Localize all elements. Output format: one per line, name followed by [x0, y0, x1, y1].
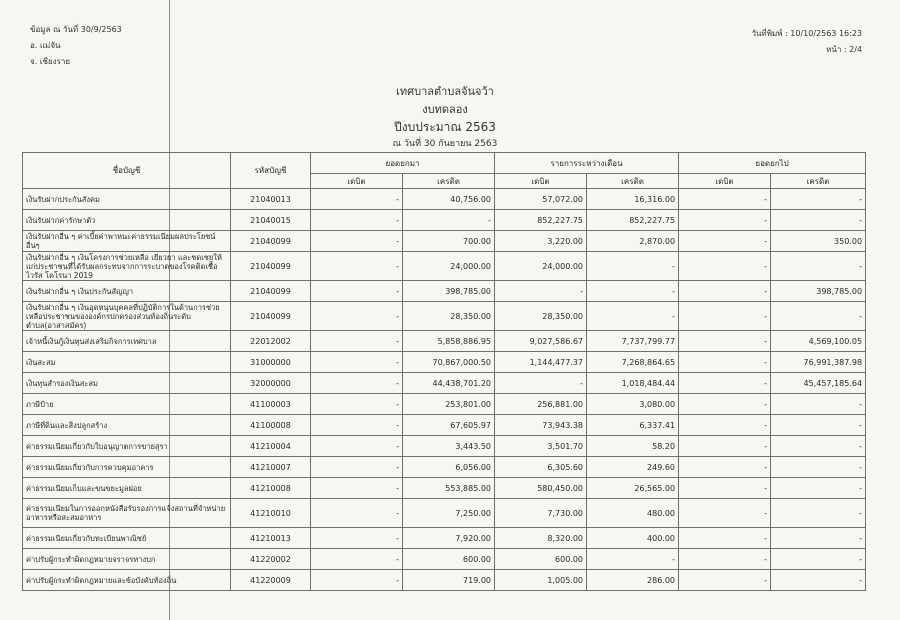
period-credit: 7,737,799.77: [587, 331, 679, 352]
opening-debit: -: [311, 189, 403, 210]
trial-balance-table: [22, 152, 866, 591]
col-period-credit: เครดิต: [587, 174, 679, 189]
col-closing-credit: เครดิต: [771, 174, 866, 189]
opening-credit: 398,785.00: [403, 281, 495, 302]
closing-debit: -: [679, 415, 771, 436]
period-debit: 8,320.00: [495, 528, 587, 549]
closing-debit: -: [679, 373, 771, 394]
table-row: [23, 281, 866, 302]
period-credit: 26,565.00: [587, 478, 679, 499]
account-name: เงินรับฝากค่ารักษาตัว: [23, 210, 231, 231]
period-credit: 6,337.41: [587, 415, 679, 436]
opening-debit: -: [311, 478, 403, 499]
closing-credit: -: [771, 189, 866, 210]
period-credit: -: [587, 549, 679, 570]
fiscal-year: ปีงบประมาณ 2563: [394, 120, 496, 134]
org-title: เทศบาลตำบลจันจว้า: [396, 85, 494, 98]
table-row: [23, 189, 866, 210]
page-number: หน้า : 2/4: [826, 45, 862, 54]
closing-credit: -: [771, 210, 866, 231]
closing-debit: -: [679, 189, 771, 210]
closing-debit: -: [679, 302, 771, 331]
report-title: งบทดลอง: [422, 103, 468, 116]
account-code: 41100008: [231, 415, 311, 436]
opening-debit: -: [311, 436, 403, 457]
opening-credit: 28,350.00: [403, 302, 495, 331]
opening-credit: 70,867,000.50: [403, 352, 495, 373]
col-period-debit: เดบิต: [495, 174, 587, 189]
table-row: [23, 331, 866, 352]
col-opening-debit: เดบิต: [311, 174, 403, 189]
opening-credit: 44,438,701.20: [403, 373, 495, 394]
account-name: ค่าธรรมเนียมเกี่ยวกับใบอนุญาตการขายสุรา: [23, 436, 231, 457]
account-code: 21040099: [231, 281, 311, 302]
account-name: ภาษีป้าย: [23, 394, 231, 415]
account-name: เจ้าหนี้เงินกู้เงินทุนส่งเสริมกิจการเทศบาล: [23, 331, 231, 352]
period-credit: 286.00: [587, 570, 679, 591]
account-name: เงินรับฝากอื่น ๆ ค่าเบี้ยค่าพาหนะค่าธรรมเนียมผลประโยชน์อื่นๆ: [23, 231, 231, 252]
opening-debit: -: [311, 210, 403, 231]
account-code: 41210013: [231, 528, 311, 549]
opening-credit: 5,858,886.95: [403, 331, 495, 352]
closing-credit: 350.00: [771, 231, 866, 252]
period-credit: 1,018,484.44: [587, 373, 679, 394]
period-credit: 400.00: [587, 528, 679, 549]
period-credit: 3,080.00: [587, 394, 679, 415]
period-debit: 600.00: [495, 549, 587, 570]
period-credit: -: [587, 281, 679, 302]
period-debit: -: [495, 373, 587, 394]
period-debit: 256,881.00: [495, 394, 587, 415]
account-name: ค่าธรรมเนียมเกี่ยวกับทะเบียนพาณิชย์: [23, 528, 231, 549]
district: อ. แม่จัน: [30, 41, 61, 50]
opening-credit: 253,801.00: [403, 394, 495, 415]
period-credit: 852,227.75: [587, 210, 679, 231]
data-date: ข้อมูล ณ วันที่ 30/9/2563: [30, 25, 122, 34]
opening-debit: -: [311, 281, 403, 302]
closing-credit: -: [771, 499, 866, 528]
period-debit: 24,000.00: [495, 252, 587, 281]
table-row: [23, 252, 866, 281]
opening-debit: -: [311, 373, 403, 394]
opening-debit: -: [311, 231, 403, 252]
closing-debit: -: [679, 478, 771, 499]
opening-debit: -: [311, 499, 403, 528]
closing-credit: 45,457,185.64: [771, 373, 866, 394]
closing-credit: -: [771, 252, 866, 281]
closing-credit: -: [771, 436, 866, 457]
col-closing-debit: เดบิต: [679, 174, 771, 189]
account-name: เงินสะสม: [23, 352, 231, 373]
closing-debit: -: [679, 528, 771, 549]
account-name: ค่าปรับผู้กระทำผิดกฎหมายจราจรทางบก: [23, 549, 231, 570]
account-name: ค่าปรับผู้กระทำผิดกฎหมายและข้อบังคับท้องถิ่น: [23, 570, 231, 591]
province: จ. เชียงราย: [30, 57, 71, 66]
account-name: เงินรับฝากอื่น ๆ เงินโครงการช่วยเหลือ เยียวยา และชดเชยให้แก่ประชาชนที่ได้รับผลกระทบจากการระบาดของโรคติดเชื้อไวรัส โคโรนา 2019: [23, 252, 231, 281]
opening-debit: -: [311, 302, 403, 331]
closing-debit: -: [679, 281, 771, 302]
period-debit: 580,450.00: [495, 478, 587, 499]
account-code: 21040099: [231, 231, 311, 252]
closing-debit: -: [679, 210, 771, 231]
closing-debit: -: [679, 331, 771, 352]
table-row: [23, 499, 866, 528]
account-code: 41210004: [231, 436, 311, 457]
closing-debit: -: [679, 394, 771, 415]
table-row: [23, 415, 866, 436]
opening-debit: -: [311, 549, 403, 570]
period-debit: 7,730.00: [495, 499, 587, 528]
account-name: ค่าธรรมเนียมเกี่ยวกับการควบคุมอาคาร: [23, 457, 231, 478]
table-row: [23, 394, 866, 415]
table-row: [23, 302, 866, 331]
table-row: [23, 457, 866, 478]
period-credit: 249.60: [587, 457, 679, 478]
closing-credit: -: [771, 528, 866, 549]
opening-credit: 67,605.97: [403, 415, 495, 436]
opening-debit: -: [311, 415, 403, 436]
table-row: [23, 549, 866, 570]
opening-credit: 553,885.00: [403, 478, 495, 499]
account-code: 21040099: [231, 302, 311, 331]
opening-credit: 719.00: [403, 570, 495, 591]
opening-credit: -: [403, 210, 495, 231]
col-opening-credit: เครดิต: [403, 174, 495, 189]
period-debit: 3,501.70: [495, 436, 587, 457]
col-code: รหัสบัญชี: [231, 153, 311, 189]
opening-debit: -: [311, 352, 403, 373]
period-debit: 852,227.75: [495, 210, 587, 231]
table-row: [23, 570, 866, 591]
period-debit: 6,305.60: [495, 457, 587, 478]
account-code: 41210010: [231, 499, 311, 528]
account-code: 41220009: [231, 570, 311, 591]
opening-credit: 3,443.50: [403, 436, 495, 457]
opening-debit: -: [311, 252, 403, 281]
account-code: 41210007: [231, 457, 311, 478]
col-closing: ยอดยกไป: [679, 153, 866, 174]
period-credit: 7,268,864.65: [587, 352, 679, 373]
opening-debit: -: [311, 570, 403, 591]
period-debit: 1,144,477.37: [495, 352, 587, 373]
period-credit: 16,316.00: [587, 189, 679, 210]
account-code: 41100003: [231, 394, 311, 415]
opening-credit: 6,056.00: [403, 457, 495, 478]
closing-credit: -: [771, 394, 866, 415]
closing-credit: -: [771, 302, 866, 331]
opening-credit: 7,920.00: [403, 528, 495, 549]
closing-credit: -: [771, 549, 866, 570]
closing-debit: -: [679, 570, 771, 591]
col-opening: ยอดยกมา: [311, 153, 495, 174]
account-code: 32000000: [231, 373, 311, 394]
closing-debit: -: [679, 352, 771, 373]
period-debit: 3,220.00: [495, 231, 587, 252]
account-name: เงินรับฝากประกันสังคม: [23, 189, 231, 210]
closing-credit: -: [771, 415, 866, 436]
opening-debit: -: [311, 394, 403, 415]
closing-debit: -: [679, 231, 771, 252]
account-code: 21040013: [231, 189, 311, 210]
closing-debit: -: [679, 549, 771, 570]
period-debit: 73,943.38: [495, 415, 587, 436]
period-debit: -: [495, 281, 587, 302]
account-code: 41220002: [231, 549, 311, 570]
table-row: [23, 478, 866, 499]
table-row: [23, 210, 866, 231]
table-row: [23, 436, 866, 457]
account-name: เงินทุนสำรองเงินสะสม: [23, 373, 231, 394]
table-row: [23, 373, 866, 394]
period-debit: 1,005.00: [495, 570, 587, 591]
account-name: เงินรับฝากอื่น ๆ เงินประกันสัญญา: [23, 281, 231, 302]
period-debit: 57,072.00: [495, 189, 587, 210]
closing-credit: 76,991,387.98: [771, 352, 866, 373]
col-period: รายการระหว่างเดือน: [495, 153, 679, 174]
account-code: 41210008: [231, 478, 311, 499]
opening-credit: 40,756.00: [403, 189, 495, 210]
as-of-date: ณ วันที่ 30 กันยายน 2563: [392, 139, 498, 149]
table-row: [23, 352, 866, 373]
period-credit: 2,870.00: [587, 231, 679, 252]
table-row: [23, 231, 866, 252]
opening-credit: 7,250.00: [403, 499, 495, 528]
period-debit: 9,027,586.67: [495, 331, 587, 352]
header-left: [30, 22, 122, 70]
account-name: เงินรับฝากอื่น ๆ เงินอุดหนุนบุคคลที่ปฏิบัติการในด้านการช่วยเหลือประชาชนขององค์กรปกครองส่วนท้องถิ่นระดับตำบล(อาสาสมัคร): [23, 302, 231, 331]
account-name: ค่าธรรมเนียมในการออกหนังสือรับรองการแจ้งสถานที่จำหน่ายอาหารหรือสะสมอาหาร: [23, 499, 231, 528]
account-code: 21040015: [231, 210, 311, 231]
opening-credit: 600.00: [403, 549, 495, 570]
closing-credit: -: [771, 457, 866, 478]
closing-credit: 4,569,100.05: [771, 331, 866, 352]
opening-credit: 700.00: [403, 231, 495, 252]
opening-debit: -: [311, 528, 403, 549]
header-right: [746, 26, 862, 58]
account-code: 31000000: [231, 352, 311, 373]
period-credit: -: [587, 302, 679, 331]
table-row: [23, 528, 866, 549]
closing-debit: -: [679, 252, 771, 281]
closing-credit: 398,785.00: [771, 281, 866, 302]
closing-credit: -: [771, 478, 866, 499]
col-account: ชื่อบัญชี: [23, 153, 231, 189]
print-date: วันที่พิมพ์ : 10/10/2563 16:23: [751, 29, 862, 38]
closing-debit: -: [679, 436, 771, 457]
period-credit: 480.00: [587, 499, 679, 528]
closing-credit: -: [771, 570, 866, 591]
opening-debit: -: [311, 457, 403, 478]
period-debit: 28,350.00: [495, 302, 587, 331]
period-credit: 58.20: [587, 436, 679, 457]
account-name: ภาษีที่ดินและสิ่งปลูกสร้าง: [23, 415, 231, 436]
opening-debit: -: [311, 331, 403, 352]
closing-debit: -: [679, 499, 771, 528]
account-code: 21040099: [231, 252, 311, 281]
account-code: 22012002: [231, 331, 311, 352]
opening-credit: 24,000.00: [403, 252, 495, 281]
closing-debit: -: [679, 457, 771, 478]
account-name: ค่าธรรมเนียมเก็บและขนขยะมูลฝอย: [23, 478, 231, 499]
period-credit: -: [587, 252, 679, 281]
